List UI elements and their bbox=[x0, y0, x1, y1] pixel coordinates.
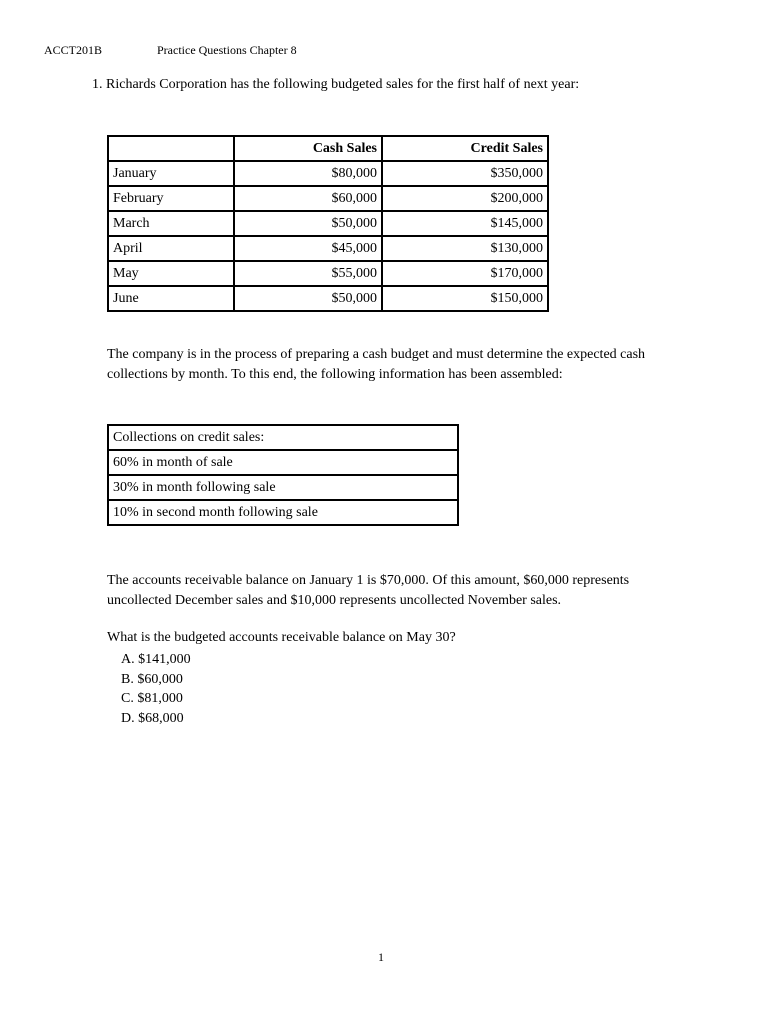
cash-sales-cell: $55,000 bbox=[234, 261, 382, 286]
month-cell: June bbox=[108, 286, 234, 311]
table-row bbox=[108, 425, 458, 450]
answer-choices bbox=[121, 650, 191, 728]
table-row bbox=[108, 211, 548, 236]
cash-sales-cell: $60,000 bbox=[234, 186, 382, 211]
table-row bbox=[108, 286, 548, 311]
credit-sales-cell: $170,000 bbox=[382, 261, 548, 286]
cash-sales-cell: $50,000 bbox=[234, 211, 382, 236]
collections-cell: 10% in second month following sale bbox=[108, 500, 458, 525]
table-header-row bbox=[108, 136, 548, 161]
header-cash-sales: Cash Sales bbox=[234, 136, 382, 161]
cash-budget-paragraph bbox=[107, 345, 707, 385]
page-number: 1 bbox=[378, 950, 384, 964]
paragraph-line: uncollected December sales and $10,000 represents uncollected November sales. bbox=[107, 593, 562, 608]
answer-choice-d: D. $68,000 bbox=[121, 710, 184, 726]
paragraph-line: The accounts receivable balance on January 1 is $70,000. Of this amount, $60,000 represents bbox=[107, 573, 630, 588]
month-cell: March bbox=[108, 211, 234, 236]
credit-sales-cell: $350,000 bbox=[382, 161, 548, 186]
table-row bbox=[108, 161, 548, 186]
answer-choice-b: B. $60,000 bbox=[121, 671, 183, 687]
document-title: Practice Questions Chapter 8 bbox=[157, 43, 297, 57]
budgeted-sales-table bbox=[107, 135, 549, 312]
credit-sales-cell: $150,000 bbox=[382, 286, 548, 311]
table-row bbox=[108, 236, 548, 261]
cash-sales-cell: $45,000 bbox=[234, 236, 382, 261]
collections-cell: 30% in month following sale bbox=[108, 475, 458, 500]
paragraph-line: collections by month. To this end, the following information has been assembled: bbox=[107, 367, 563, 382]
header-credit-sales: Credit Sales bbox=[382, 136, 548, 161]
table-row bbox=[108, 186, 548, 211]
collections-cell: Collections on credit sales: bbox=[108, 425, 458, 450]
collections-table bbox=[107, 424, 459, 526]
course-code: ACCT201B bbox=[44, 43, 103, 57]
question-prompt: What is the budgeted accounts receivable balance on May 30? bbox=[107, 630, 456, 645]
table-row bbox=[108, 500, 458, 525]
table-row bbox=[108, 261, 548, 286]
table-row bbox=[108, 450, 458, 475]
cash-sales-cell: $50,000 bbox=[234, 286, 382, 311]
answer-choice-c: C. $81,000 bbox=[121, 691, 183, 706]
answer-choice-a: A. $141,000 bbox=[121, 652, 191, 667]
accounts-receivable-paragraph bbox=[107, 571, 707, 611]
header-blank bbox=[108, 136, 234, 161]
question-intro: 1. Richards Corporation has the following budgeted sales for the first half of next year: bbox=[92, 77, 580, 92]
credit-sales-cell: $130,000 bbox=[382, 236, 548, 261]
month-cell: April bbox=[108, 236, 234, 261]
cash-sales-cell: $80,000 bbox=[234, 161, 382, 186]
table-row bbox=[108, 475, 458, 500]
credit-sales-cell: $145,000 bbox=[382, 211, 548, 236]
month-cell: May bbox=[108, 261, 234, 286]
month-cell: February bbox=[108, 186, 234, 211]
paragraph-line: The company is in the process of preparing a cash budget and must determine the expected cash bbox=[107, 347, 646, 362]
month-cell: January bbox=[108, 161, 234, 186]
collections-cell: 60% in month of sale bbox=[108, 450, 458, 475]
credit-sales-cell: $200,000 bbox=[382, 186, 548, 211]
